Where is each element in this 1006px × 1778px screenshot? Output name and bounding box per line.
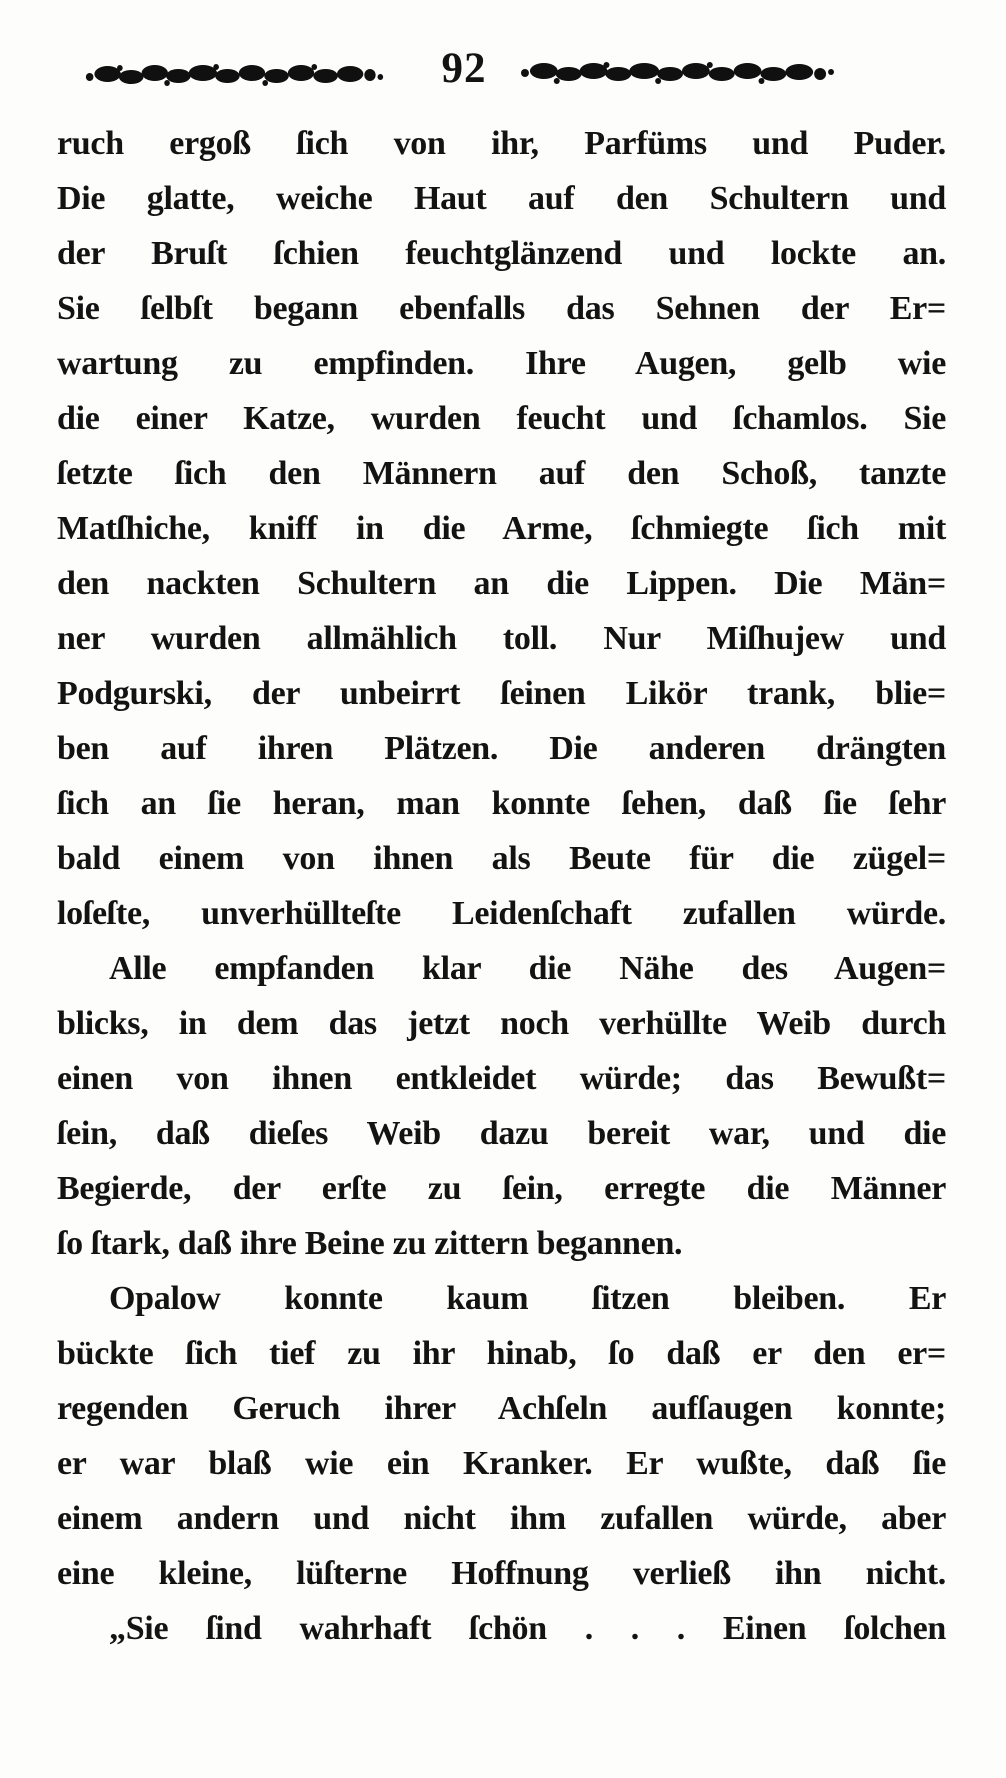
text-line: Opalow konnte kaum ſitzen bleiben. Er [109,1280,946,1317]
text-line: ſein, daß dieſes Weib dazu bereit war, und die [57,1115,946,1152]
text-line: Begierde, der erſte zu ſein, erregte die Männer [57,1170,946,1207]
text-line: blicks, in dem das jetzt noch verhüllte Weib durch [57,1005,946,1042]
floral-rule-ornament-left [84,60,386,90]
body-text [57,116,946,1656]
page-number: 92 [441,45,487,92]
text-line: Podgurski, der unbeirrt ſeinen Likör trank, blie= [57,675,946,712]
text-line: die einer Katze, wurden feucht und ſchamlos. Sie [57,400,946,437]
text-line: ſich an ſie heran, man konnte ſehen, daß ſie ſehr [57,785,946,822]
text-line: wartung zu empfinden. Ihre Augen, gelb wie [57,345,946,382]
text-line: der Bruſt ſchien feuchtglänzend und lockte an. [57,235,946,272]
text-line: einem andern und nicht ihm zufallen würde, aber [57,1500,946,1537]
text-line: loſeſte, unverhüllteſte Leidenſchaft zufallen würde. [57,895,946,932]
text-line: einen von ihnen entkleidet würde; das Bewußt= [57,1060,946,1097]
text-line: Sie ſelbſt begann ebenfalls das Sehnen der Er= [57,290,946,327]
text-line: ner wurden allmählich toll. Nur Miſhujew und [57,620,946,657]
text-line: ſetzte ſich den Männern auf den Schoß, tanzte [57,455,946,492]
text-line: regenden Geruch ihrer Achſeln aufſaugen konnte; [57,1390,946,1427]
text-line: ruch ergoß ſich von ihr, Parfüms und Puder. [57,125,946,162]
text-line: bald einem von ihnen als Beute für die zügel= [57,840,946,877]
text-line: er war blaß wie ein Kranker. Er wußte, daß ſie [57,1445,946,1482]
text-line: eine kleine, lüſterne Hoffnung verließ ihn nicht. [57,1555,946,1592]
floral-rule-ornament-right [519,58,837,88]
text-line: den nackten Schultern an die Lippen. Die Män= [57,565,946,602]
text-line: ben auf ihren Plätzen. Die anderen drängten [57,730,946,767]
text-line: Matſhiche, kniff in die Arme, ſchmiegte ſich mit [57,510,946,547]
text-line: Die glatte, weiche Haut auf den Schultern und [57,180,946,217]
text-line: „Sie ſind wahrhaft ſchön . . . Einen ſolchen [109,1610,946,1647]
text-line: Alle empfanden klar die Nähe des Augen= [109,950,946,987]
text-line: bückte ſich tief zu ihr hinab, ſo daß er den er= [57,1335,946,1372]
text-line: ſo ſtark, daß ihre Beine zu zittern begannen. [57,1225,683,1262]
